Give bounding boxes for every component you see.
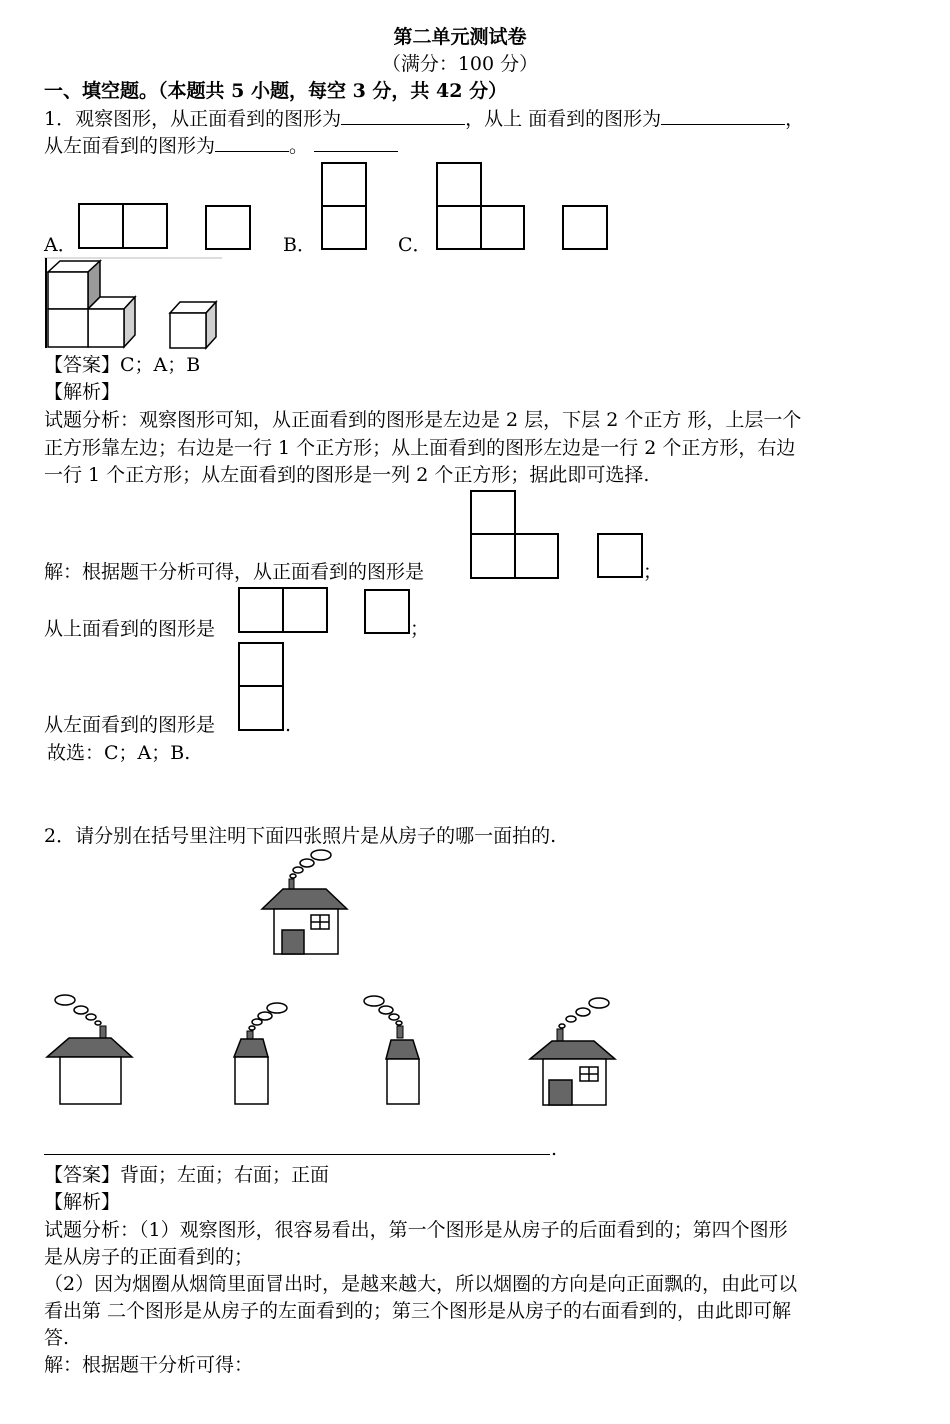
house-left-side-icon (225, 999, 295, 1107)
q1-blank-left[interactable] (215, 133, 289, 152)
square (205, 205, 251, 250)
q1-text-1: 1．观察图形，从正面看到的图形为 (44, 108, 342, 130)
q1-text-5: 。 (289, 135, 309, 157)
q2-analysis-line: （2）因为烟圈从烟筒里面冒出时，是越来越大，所以烟圈的方向是向正面飘的，由此可以 (44, 1273, 798, 1295)
solution-left-end: . (285, 714, 292, 736)
house-front-icon (530, 996, 620, 1108)
square (122, 203, 168, 249)
square (480, 205, 525, 250)
square (436, 162, 482, 207)
q1-text-4: 从左面看到的图形为 (44, 135, 216, 157)
square (78, 203, 124, 249)
q1-conclusion: 故选：C；A；B. (47, 742, 191, 764)
square (282, 587, 328, 633)
q2-blank-end: . (551, 1138, 558, 1160)
section-heading: 一、填空题。（本题共 5 小题，每空 3 分，共 42 分） (44, 80, 508, 102)
q1-line1 (44, 106, 804, 132)
square (470, 533, 516, 579)
solution-top-end: ； (410, 618, 430, 640)
square (436, 205, 482, 250)
q1-blank-front[interactable] (341, 106, 465, 125)
q1-text-2: ，从上 面看到的图形为 (465, 108, 662, 130)
square (321, 162, 367, 207)
square (238, 642, 284, 687)
q2-answer: 【答案】背面；左面；右面；正面 (44, 1164, 330, 1186)
square (514, 533, 559, 579)
q1-analysis-line: 正方形靠左边；右边是一行 1 个正方形；从上面看到的图形左边是一行 2 个正方形，右边 (44, 437, 796, 459)
page-title: 第二单元测试卷 (393, 26, 527, 48)
q2-solution: 解：根据题干分析可得： (44, 1354, 254, 1376)
square (470, 490, 516, 535)
q1-line2 (44, 133, 398, 159)
page-subtitle: （满分：100 分） (381, 53, 539, 75)
q2-question: 2．请分别在括号里注明下面四张照片是从房子的哪一面拍的. (44, 825, 557, 847)
house-front-reference-icon (262, 849, 352, 957)
solution-top-text: 从上面看到的图形是 (44, 618, 216, 640)
option-c-label: C． (398, 234, 432, 256)
q1-analysis-label: 【解析】 (44, 381, 121, 403)
q1-analysis-line: 试题分析：观察图形可知，从正面看到的图形是左边是 2 层，下层 2 个正方 形，上层一个 (44, 409, 802, 431)
cube-stack-figure (44, 256, 224, 351)
square (597, 533, 643, 578)
q1-blank-top[interactable] (661, 106, 785, 125)
square (364, 589, 410, 634)
q1-answer: 【答案】C；A；B (44, 354, 201, 376)
square (562, 205, 608, 250)
q2-analysis-line: 答. (44, 1327, 70, 1349)
solution-left-text: 从左面看到的图形是 (44, 714, 216, 736)
solution-front-text: 解：根据题干分析可得，从正面看到的图形是 (44, 561, 425, 583)
house-right-side-icon (360, 993, 430, 1107)
option-b-label: B． (283, 234, 316, 256)
q2-analysis-line: 看出第 二个图形是从房子的左面看到的；第三个图形是从房子的右面看到的，由此即可解 (44, 1300, 792, 1322)
house-back-icon (47, 992, 133, 1107)
q2-analysis-label: 【解析】 (44, 1191, 121, 1213)
option-a-label: A． (44, 234, 77, 256)
solution-front-end: ； (643, 561, 663, 583)
square (238, 587, 284, 633)
square (321, 205, 367, 250)
q1-analysis-line: 一行 1 个正方形；从左面看到的图形是一列 2 个正方形；据此即可选择. (44, 464, 650, 486)
q2-answer-blank[interactable] (44, 1154, 550, 1155)
q2-analysis-line: 是从房子的正面看到的； (44, 1246, 254, 1268)
q1-text-3: ， (785, 108, 805, 130)
square (238, 685, 284, 731)
q1-blank-extra[interactable] (314, 133, 398, 152)
q2-analysis-line: 试题分析：（1）观察图形，很容易看出，第一个图形是从房子的后面看到的；第四个图形 (44, 1219, 788, 1241)
